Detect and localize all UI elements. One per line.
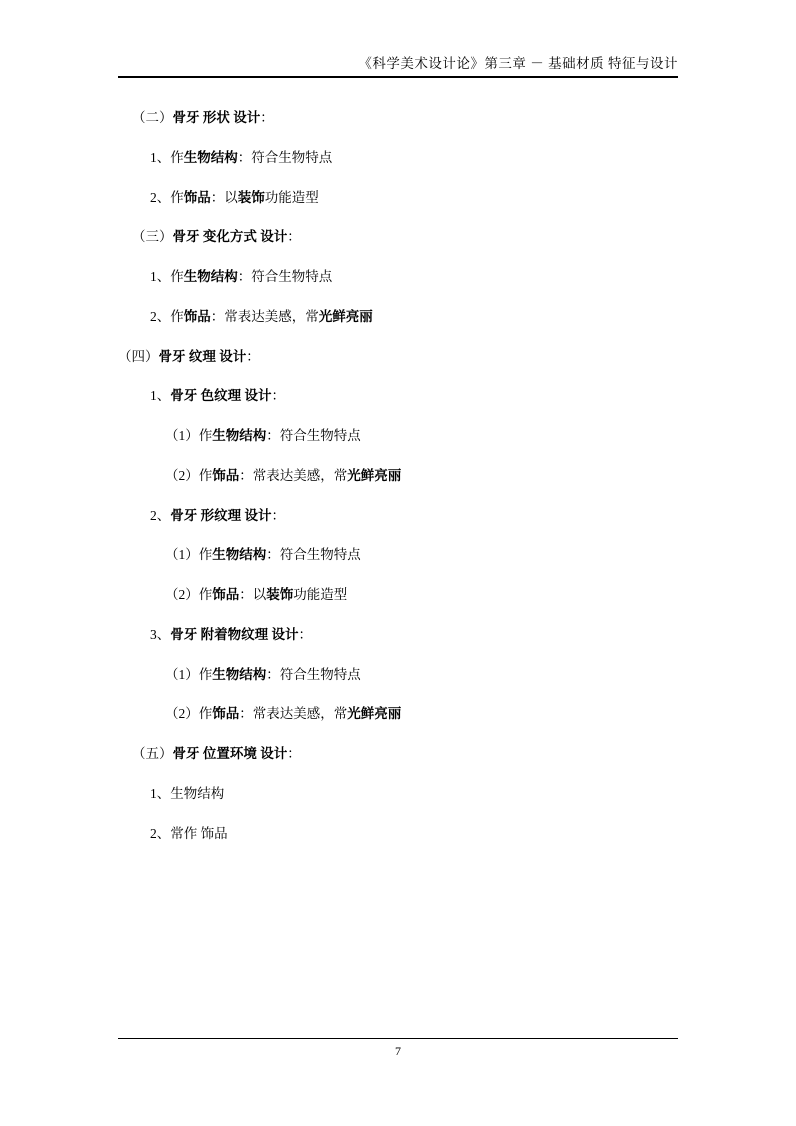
document-line [118,625,678,645]
body-text: （2）作 [165,587,213,602]
page-header: 《科学美术设计论》第三章 － 基础材质 特征与设计 [358,56,678,71]
body-text: ： [271,388,285,404]
body-text: 1、作 [150,149,184,165]
body-text: 2、作 [150,308,184,324]
emphasis-text: 骨牙 形状 设计 [172,110,261,125]
emphasis-text: 生物结构 [212,547,267,563]
body-text: （三） [132,229,173,245]
document-line [118,347,678,367]
document-line [118,188,678,208]
document-line [118,148,678,168]
body-text: （1）作 [165,428,213,443]
body-text: ：符合生物特点 [266,666,361,682]
body-text: 2、作 [150,189,184,205]
body-text: ：以 [210,189,238,205]
emphasis-text: 饰品 [183,308,211,324]
body-text: （1）作 [165,547,213,563]
header-divider [118,76,678,78]
body-text: ： [246,348,260,364]
emphasis-text: 骨牙 变化方式 设计 [172,229,288,245]
document-line [118,545,678,565]
footer-divider [118,1038,678,1039]
body-text: （1）作 [165,666,213,682]
document-line [118,227,678,247]
body-text: ：常表达美感，常 [210,308,319,324]
body-text: ： [271,507,285,523]
body-text: （2）作 [165,706,213,722]
body-text: （2）作 [165,467,213,483]
emphasis-text: 饰品 [212,467,240,483]
body-text: 2、 [150,507,171,523]
body-text: ：符合生物特点 [266,428,361,443]
document-line [118,744,678,764]
body-text: 1、 [150,388,171,404]
body-text: ：常表达美感，常 [239,467,348,483]
body-text: ： [287,746,301,761]
body-text: （四） [118,348,159,364]
emphasis-text: 装饰 [237,189,265,205]
body-text: ：符合生物特点 [237,269,333,284]
body-text: ：以 [239,587,267,602]
document-line [118,426,678,446]
emphasis-text: 饰品 [183,189,211,205]
document-line [118,307,678,327]
body-text: ： [260,110,274,125]
emphasis-text: 生物结构 [183,149,238,165]
body-text: （二） [132,110,173,125]
body-text: 1、作 [150,269,184,284]
emphasis-text: 骨牙 色纹理 设计 [170,388,272,404]
emphasis-text: 饰品 [212,587,240,602]
document-body [118,108,678,863]
body-text: （五） [132,746,173,761]
body-text: ：符合生物特点 [237,149,333,165]
emphasis-text: 骨牙 位置环境 设计 [172,746,288,761]
body-text: 功能造型 [264,189,319,205]
emphasis-text: 生物结构 [183,269,238,284]
emphasis-text: 骨牙 附着物纹理 设计 [170,626,299,642]
body-text: 3、 [150,626,171,642]
emphasis-text: 生物结构 [212,428,267,443]
body-text: ：常表达美感，常 [239,706,348,722]
document-line [118,108,678,128]
emphasis-text: 生物结构 [212,666,267,682]
document-line [118,585,678,605]
emphasis-text: 饰品 [212,706,240,722]
body-text: ： [298,626,312,642]
body-text: ：符合生物特点 [266,547,361,563]
body-text: 功能造型 [293,587,348,602]
document-line [118,386,678,406]
emphasis-text: 装饰 [266,587,294,602]
document-line [118,824,678,844]
emphasis-text: 骨牙 形纹理 设计 [170,507,272,523]
emphasis-text: 光鲜亮丽 [347,467,402,483]
body-text: 2、常作 饰品 [150,825,228,841]
document-line [118,506,678,526]
document-line [118,466,678,486]
document-line [118,665,678,685]
emphasis-text: 光鲜亮丽 [347,706,402,722]
emphasis-text: 骨牙 纹理 设计 [158,348,247,364]
body-text: ： [287,229,301,245]
document-line [118,267,678,287]
document-line [118,784,678,804]
page-number: 7 [395,1044,401,1058]
emphasis-text: 光鲜亮丽 [318,308,373,324]
body-text: 1、生物结构 [150,785,225,801]
document-line [118,704,678,724]
